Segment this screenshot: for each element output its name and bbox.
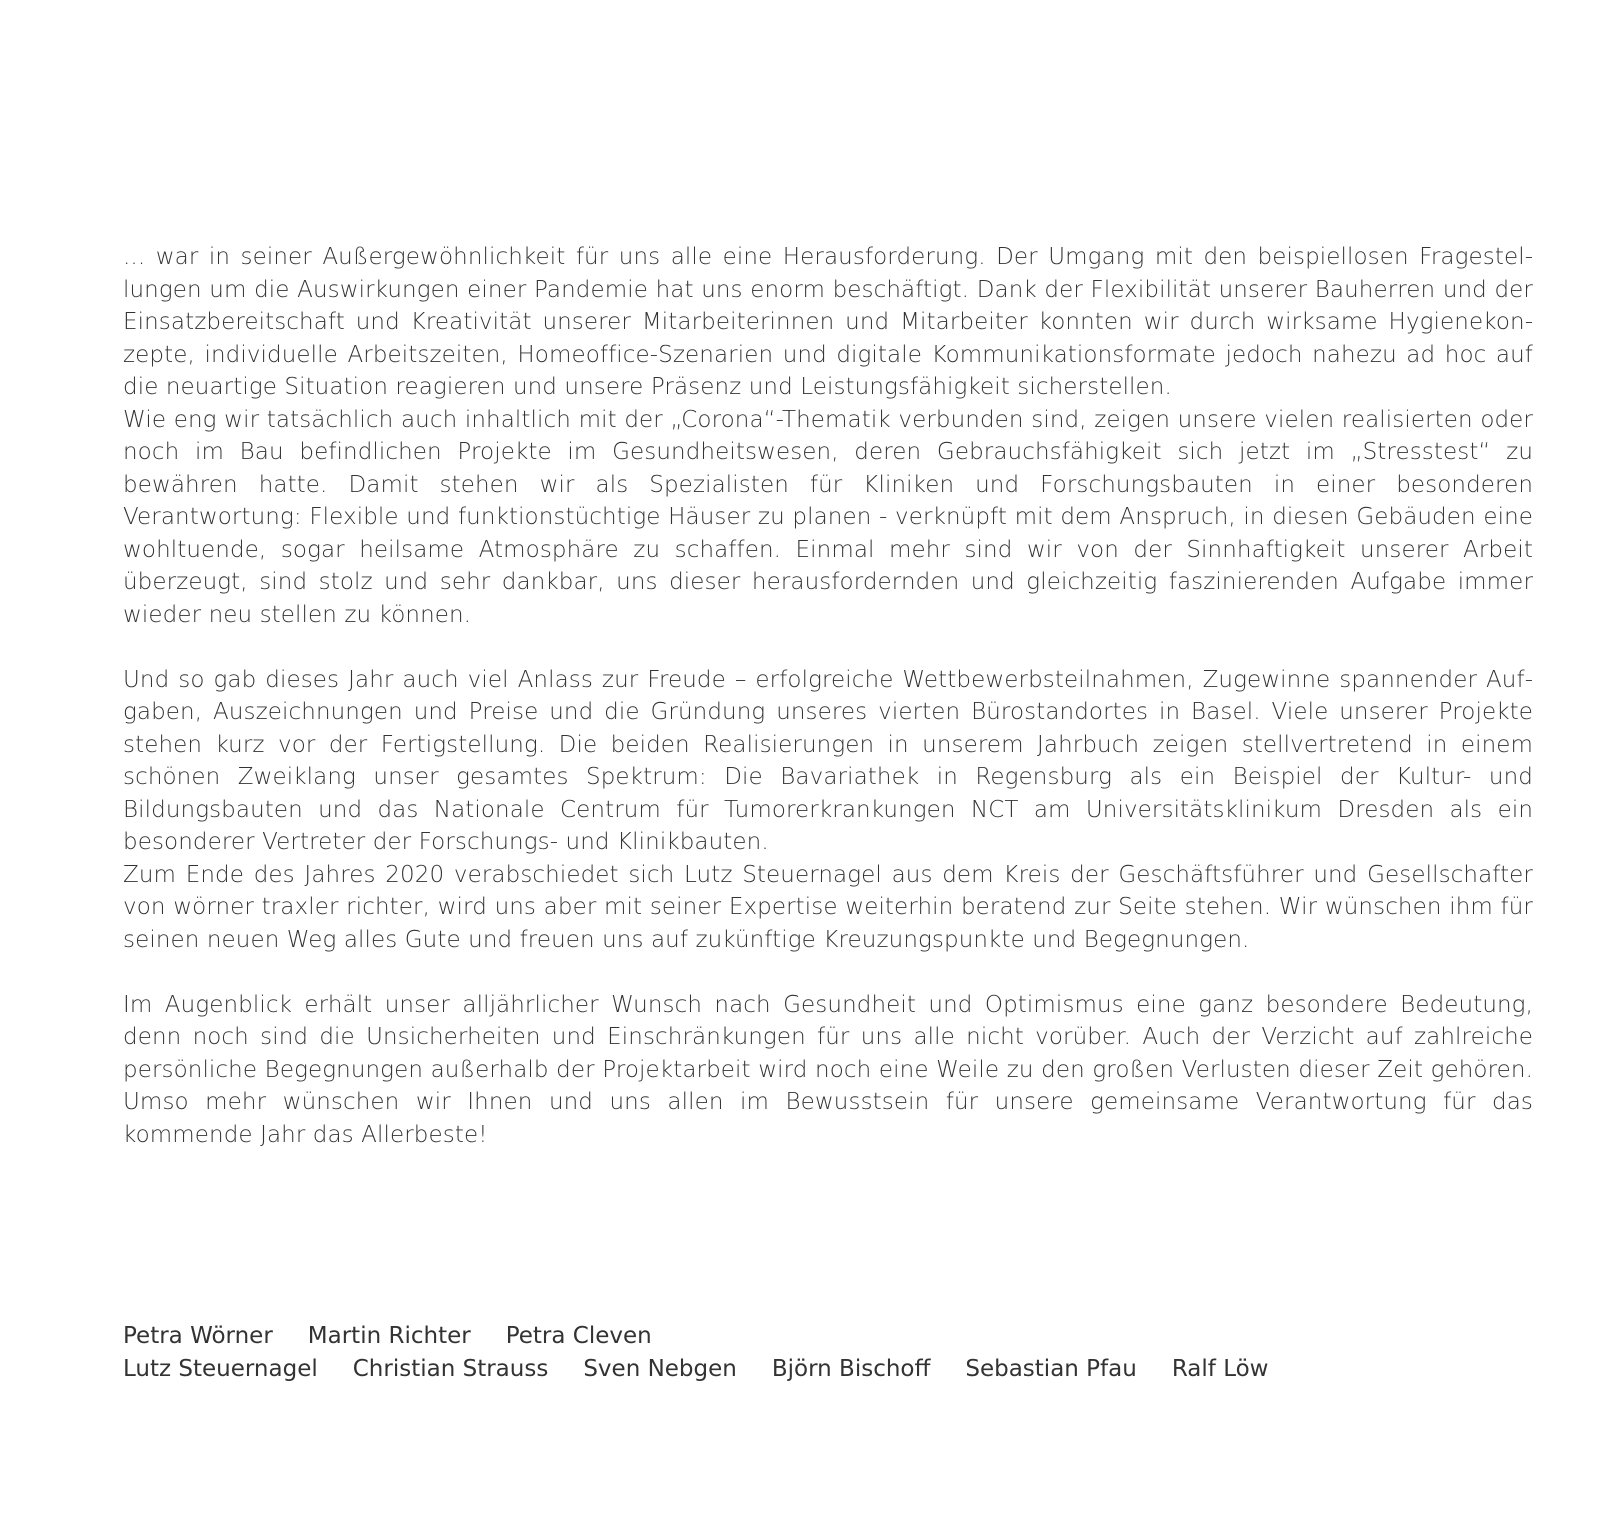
paragraph-year-highlights: Und so gab dieses Jahr auch viel Anlass zur Freude – erfolgreiche Wettbewerbsteilnahmen, Zugewinne spannender Aufgaben, Auszeichnungen und Preise und die Gründung unseres vierten Bürostandortes in Basel. Viele unserer Projekte stehen kurz vor der Fertigstellung. Die beiden Realisierungen in unserem Jahrbuch zeigen stellvertretend in einem schönen Zweiklang unser gesamtes Spektrum: Die Bavariathek in Regensburg als ein Beispiel der Kultur- und Bildungsbauten und das Nationale Centrum für Tumorerkrankungen NCT am Universitätsklinikum Dresden als ein besonderer Vertreter der Forschungs- und Klinikbauten. (123, 666, 1533, 855)
signature-name: Ralf Löw (1171, 1355, 1269, 1382)
signature-name: Sebastian Pfau (965, 1355, 1137, 1382)
signature-row-partners (123, 1320, 1304, 1353)
signature-name: Christian Strauss (352, 1355, 549, 1382)
signature-name: Petra Wörner (123, 1323, 273, 1349)
signature-name: Petra Cleven (505, 1323, 652, 1349)
paragraph-wishes: Im Augenblick erhält unser alljährlicher Wunsch nach Gesundheit und Optimismus eine ganz besondere Bedeutung, denn noch sind die Unsicherheiten und Einschränkungen für uns alle nicht vorüber. Auch der Verzicht auf zahlreiche persönliche Begegnungen außerhalb der Projektarbeit wird noch eine Weile zu den großen Verlusten dieser Zeit gehören. Umso mehr wünschen wir Ihnen und uns allen im Bewusstsein für unsere gemeinsame Verantwortung für das kommende Jahr das Allerbeste! (123, 991, 1533, 1148)
signature-name: Martin Richter (307, 1323, 471, 1349)
paragraph-corona-healthcare: Wie eng wir tatsächlich auch inhaltlich mit der „Corona“-Thematik verbunden sind, zeigen unsere vielen realisierten oder noch im Bau befindlichen Projekte im Gesundheitswesen, deren Gebrauchsfähigkeit sich jetzt im „Stresstest“ zu bewähren hatte. Damit stehen wir als Spezialisten für Kliniken und Forschungsbauten in einer besonderen Verantwortung: Flexible und funktionstüchtige Häuser zu planen - verknüpft mit dem Anspruch, in diesen Gebäuden eine wohltuende, sogar heilsame Atmosphäre zu schaffen. Einmal mehr sind wir von der Sinnhaftigkeit unserer Arbeit überzeugt, sind stolz und sehr dankbar, uns dieser herausfordernden und gleichzeitig faszinierenden Aufgabe immer wieder neu stellen zu können. (123, 406, 1533, 628)
signature-row-associates (123, 1353, 1304, 1386)
signature-name: Björn Bischoff (771, 1355, 931, 1382)
paragraph-pandemic-challenge: ... war in seiner Außergewöhnlichkeit für uns alle eine Herausforderung. Der Umgang mit den beispiellosen Fragestellungen um die Auswirkungen einer Pandemie hat uns enorm beschäftigt. Dank der Flexibilität unserer Bauherren und der Einsatzbereitschaft und Kreativität unserer Mitarbeiterinnen und Mitarbeiter konnten wir durch wirksame Hygienekonzepte, individuelle Arbeitszeiten, Homeoffice-Szenarien und digitale Kommunikationsformate jedoch nahezu ad hoc auf die neuartige Situation reagieren und unsere Präsenz und Leistungsfähigkeit sicherstellen. (123, 244, 1533, 400)
paragraph-farewell: Zum Ende des Jahres 2020 verabschiedet sich Lutz Steuernagel aus dem Kreis der Geschäftsführer und Gesellschafter von wörner traxler richter, wird uns aber mit seiner Expertise weiterhin beratend zur Seite stehen. Wir wünschen ihm für seinen neuen Weg alles Gute und freuen uns auf zukünftige Kreuzungspunkte und Begegnungen. (123, 861, 1533, 953)
letter-body (123, 241, 1533, 1151)
signature-name: Lutz Steuernagel (123, 1355, 318, 1382)
signature-name: Sven Nebgen (583, 1355, 737, 1382)
signatures (123, 1320, 1304, 1385)
